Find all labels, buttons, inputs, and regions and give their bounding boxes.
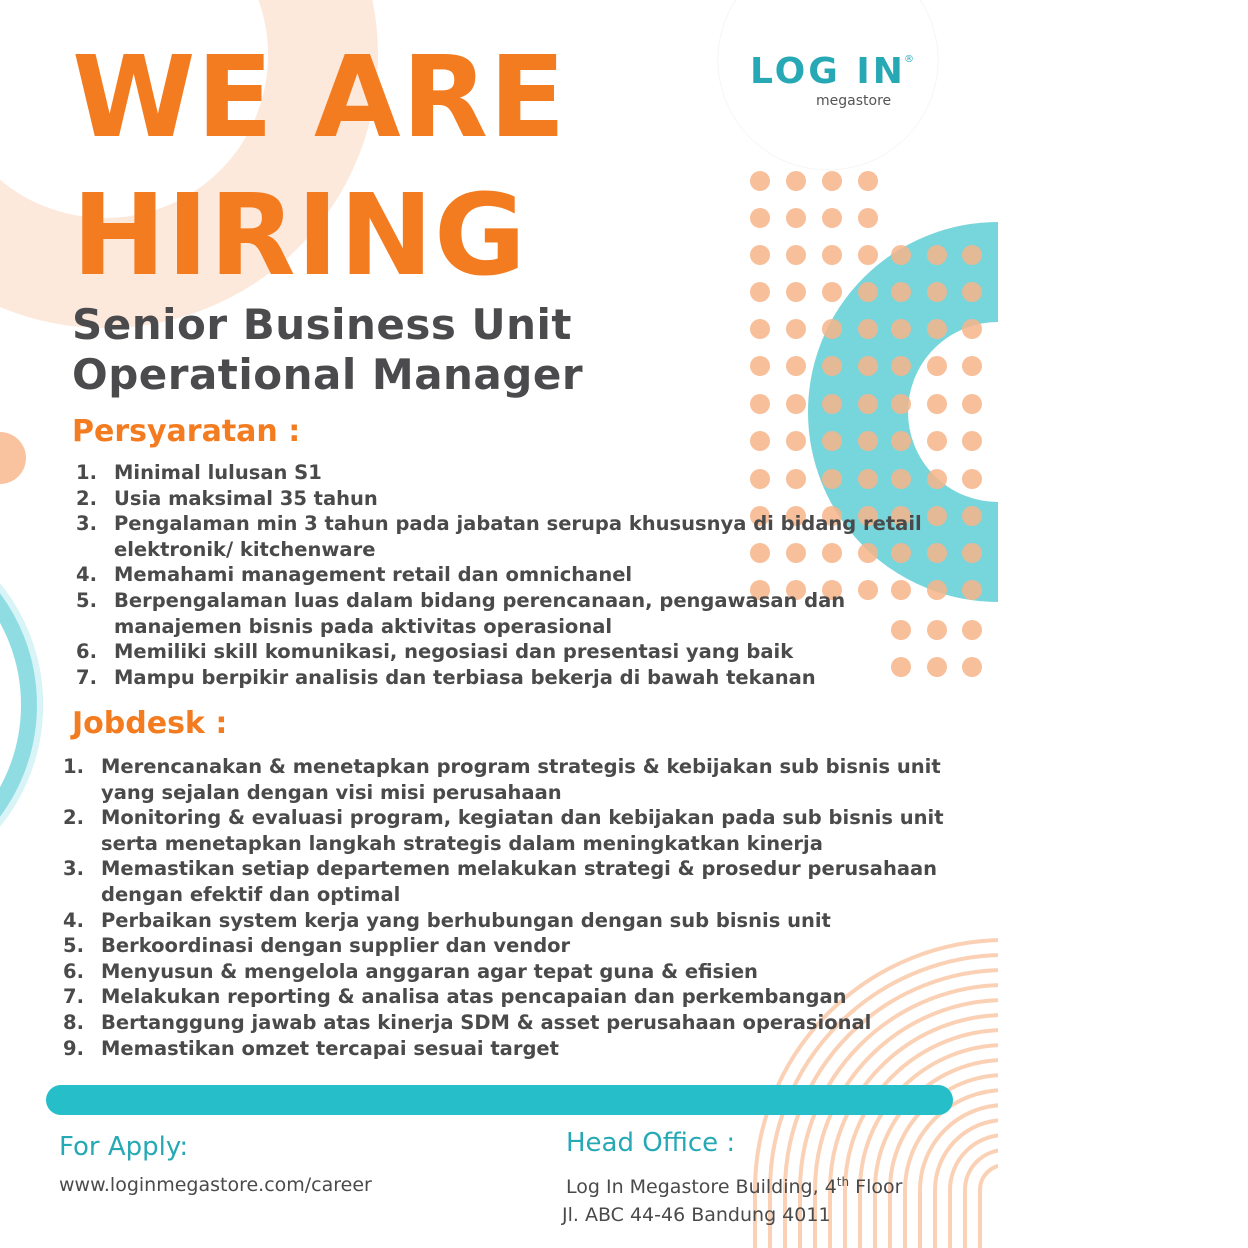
requirements-item-text: Minimal lulusan S1	[114, 461, 322, 484]
teal-arc-left	[0, 523, 32, 887]
requirements-item-number: 4.	[76, 563, 97, 587]
jobdesk-item-text: Berkoordinasi dengan supplier dan vendor	[101, 934, 571, 958]
jobdesk-item	[63, 933, 944, 959]
requirements-item-number: 1.	[76, 461, 97, 484]
decor-dot	[750, 171, 770, 191]
jobdesk-item	[63, 1036, 944, 1062]
position-title-line-1: Senior Business Unit	[72, 300, 573, 349]
position-title	[72, 300, 583, 400]
jobdesk-item-number: 6.	[63, 959, 84, 983]
decor-dot	[927, 245, 947, 265]
jobdesk-item-number: 5.	[63, 934, 84, 958]
requirements-item-text: Pengalaman min 3 tahun pada jabatan serupa khususnya di bidang retail	[114, 512, 922, 536]
requirements-item-number: 6.	[76, 640, 97, 664]
decor-dot	[786, 245, 806, 265]
decor-dot	[927, 431, 947, 451]
apply-heading: For Apply:	[59, 1132, 189, 1162]
decor-dot	[962, 543, 982, 563]
requirements-item-number: 2.	[76, 486, 97, 510]
jobdesk-item-number: 1.	[63, 755, 84, 778]
jobdesk-item	[63, 1010, 944, 1036]
decor-dot	[962, 245, 982, 265]
logo-registered-mark: ®	[904, 54, 914, 65]
decor-dot	[750, 431, 770, 451]
requirements-item	[76, 511, 922, 562]
decor-dot	[822, 245, 842, 265]
jobdesk-item-text: Bertanggung jawab atas kinerja SDM & asset perusahaan operasional	[101, 1010, 872, 1034]
jobdesk-item-text-cont: yang sejalan dengan visi misi perusahaan	[101, 780, 562, 804]
decor-dot	[750, 282, 770, 302]
hero-line-1: WE ARE	[72, 33, 567, 163]
office-heading: Head Office :	[566, 1128, 736, 1158]
position-title-line-2: Operational Manager	[72, 350, 584, 399]
decor-dot	[858, 319, 878, 339]
decor-dot	[962, 431, 982, 451]
requirements-item-number: 3.	[76, 512, 97, 536]
decor-dot	[927, 620, 947, 640]
decor-dot	[822, 208, 842, 228]
jobdesk-item-number: 3.	[63, 857, 84, 881]
decor-dot	[750, 319, 770, 339]
decor-stripe	[920, 1105, 1005, 1248]
jobdesk-item	[63, 959, 944, 985]
requirements-item	[76, 639, 922, 665]
decor-dot	[786, 171, 806, 191]
requirements-item-number: 5.	[76, 588, 97, 612]
requirements-item-text-cont: elektronik/ kitchenware	[114, 537, 376, 561]
decor-dot	[822, 282, 842, 302]
jobdesk-item-text: Melakukan reporting & analisa atas pencapaian dan perkembangan	[101, 985, 847, 1009]
decor-dot	[786, 282, 806, 302]
jobdesk-heading: Jobdesk :	[72, 706, 228, 741]
requirements-item	[76, 486, 922, 512]
decor-dot	[891, 431, 911, 451]
footer-divider-bar	[46, 1085, 953, 1115]
decor-dot	[858, 356, 878, 376]
decor-dot	[962, 580, 982, 600]
decor-dot	[927, 657, 947, 677]
decor-dot	[962, 319, 982, 339]
decor-dot	[927, 506, 947, 526]
decor-dot	[962, 394, 982, 414]
jobdesk-item-text-cont: serta menetapkan langkah strategis dalam meningkatkan kinerja	[101, 831, 823, 855]
decor-dot	[891, 356, 911, 376]
decor-dot	[927, 319, 947, 339]
decor-dot	[858, 208, 878, 228]
jobdesk-item	[63, 754, 944, 805]
decor-dot	[858, 245, 878, 265]
requirements-item	[76, 562, 922, 588]
logo-subtitle: megastore	[816, 93, 892, 109]
decor-stripe	[935, 1120, 1005, 1248]
office-address-floor: Floor	[849, 1176, 903, 1198]
decor-dot	[822, 319, 842, 339]
decor-dot	[750, 394, 770, 414]
decor-dot	[891, 319, 911, 339]
office-address-line-2: Jl. ABC 44-46 Bandung 4011	[562, 1204, 831, 1226]
jobdesk-item-number: 7.	[63, 985, 84, 1009]
decor-dot	[962, 657, 982, 677]
requirements-item-text: Memahami management retail dan omnichanel	[114, 563, 633, 587]
requirements-item	[76, 460, 922, 486]
login-megastore-logo	[748, 50, 918, 120]
office-address-building: Log In Megastore Building, 4	[566, 1176, 837, 1198]
decor-dot	[927, 282, 947, 302]
decor-dot	[750, 208, 770, 228]
decor-dot	[822, 356, 842, 376]
peach-half-dot	[0, 432, 26, 484]
decor-dot	[927, 580, 947, 600]
decor-dot	[786, 319, 806, 339]
decor-dot	[858, 394, 878, 414]
requirements-item	[76, 588, 922, 639]
decor-dot	[891, 282, 911, 302]
decor-dot	[962, 506, 982, 526]
jobdesk-item	[63, 908, 944, 934]
jobdesk-item-text: Monitoring & evaluasi program, kegiatan dan kebijakan pada sub bisnis unit	[101, 806, 944, 830]
decor-dot	[927, 469, 947, 489]
jobdesk-item	[63, 984, 944, 1010]
decor-dot	[927, 543, 947, 563]
jobdesk-item-number: 8.	[63, 1010, 84, 1034]
jobdesk-item-number: 4.	[63, 908, 84, 932]
decor-dot	[786, 394, 806, 414]
decor-dot	[891, 394, 911, 414]
decor-dot	[858, 431, 878, 451]
decor-dot	[891, 245, 911, 265]
decor-dot	[858, 171, 878, 191]
jobdesk-item	[63, 856, 944, 907]
requirements-item-number: 7.	[76, 665, 97, 689]
decor-dot	[822, 431, 842, 451]
requirements-list	[76, 460, 922, 690]
office-address-floor-suffix: th	[836, 1175, 850, 1189]
jobdesk-item-text: Memastikan omzet tercapai sesuai target	[101, 1036, 559, 1060]
hero-line-2: HIRING	[72, 171, 527, 301]
jobdesk-item-text-cont: dengan efektif dan optimal	[101, 882, 401, 906]
decor-dot	[962, 282, 982, 302]
decor-dot	[962, 356, 982, 376]
jobdesk-item-text: Memastikan setiap departemen melakukan strategi & prosedur perusahaan	[101, 857, 938, 881]
requirements-item	[76, 665, 922, 691]
decor-dot	[750, 245, 770, 265]
decor-dot	[962, 620, 982, 640]
decor-dot	[927, 394, 947, 414]
jobdesk-list	[63, 754, 944, 1061]
decor-dot	[786, 208, 806, 228]
requirements-heading: Persyaratan :	[72, 414, 301, 449]
jobdesk-item-text: Menyusun & mengelola anggaran agar tepat guna & efisien	[101, 959, 758, 983]
decor-dot	[822, 171, 842, 191]
jobdesk-item	[63, 805, 944, 856]
decor-dot	[858, 282, 878, 302]
requirements-item-text: Mampu berpikir analisis dan terbiasa bekerja di bawah tekanan	[114, 665, 816, 689]
decor-dot	[786, 356, 806, 376]
apply-url[interactable]: www.loginmegastore.com/career	[59, 1174, 372, 1196]
jobdesk-item-text: Merencanakan & menetapkan program strategis & kebijakan sub bisnis unit	[101, 755, 941, 778]
jobdesk-item-text: Perbaikan system kerja yang berhubungan dengan sub bisnis unit	[101, 908, 831, 932]
decor-dot	[786, 431, 806, 451]
requirements-item-text: Usia maksimal 35 tahun	[114, 486, 378, 510]
decor-dot	[962, 469, 982, 489]
decor-dot	[822, 394, 842, 414]
requirements-item-text-cont: manajemen bisnis pada aktivitas operasional	[114, 614, 613, 638]
decor-dot	[750, 356, 770, 376]
requirements-item-text: Berpengalaman luas dalam bidang perencanaan, pengawasan dan	[114, 588, 846, 612]
decor-dot	[927, 356, 947, 376]
logo-brand: LOG IN	[750, 51, 906, 92]
jobdesk-item-number: 9.	[63, 1036, 84, 1060]
office-address-line-1	[566, 1168, 902, 1201]
jobdesk-item-number: 2.	[63, 806, 84, 830]
requirements-item-text: Memiliki skill komunikasi, negosiasi dan presentasi yang baik	[114, 640, 794, 664]
